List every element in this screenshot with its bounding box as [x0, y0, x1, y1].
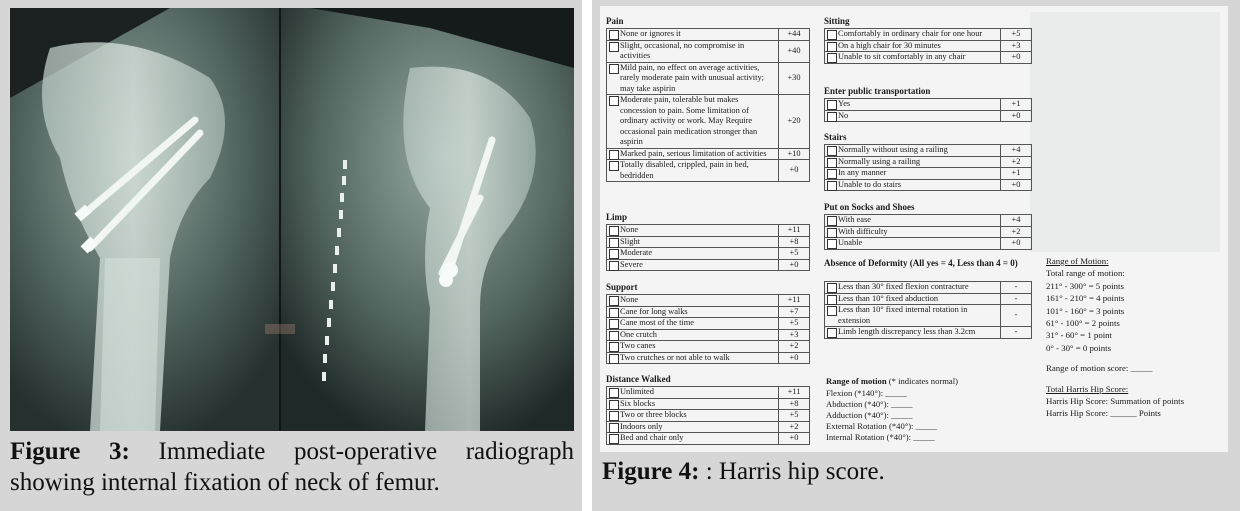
row-points: +2: [1001, 226, 1032, 238]
row-label[interactable]: On a high chair for 30 minutes: [825, 40, 1001, 52]
section-title: Limp: [606, 212, 628, 222]
table-row: [825, 179, 1032, 191]
row-label[interactable]: With ease: [825, 215, 1001, 227]
rom-line: Adduction (*40°): _____: [826, 410, 913, 420]
table-row: [825, 293, 1032, 305]
table-row: [825, 29, 1032, 41]
section-title: Sitting: [824, 16, 850, 26]
row-label[interactable]: Bed and chair only: [607, 433, 779, 445]
section-title: Stairs: [824, 132, 847, 142]
row-points: +0: [779, 352, 810, 364]
section-absence-of-deformity: [824, 258, 1032, 339]
row-label[interactable]: Limb length discrepancy less than 3.2cm: [825, 327, 1001, 339]
radiograph-image: [10, 8, 574, 431]
table-row: [607, 433, 810, 445]
row-points: +10: [779, 148, 810, 160]
table-row: [825, 145, 1032, 157]
row-label[interactable]: Unable to sit comfortably in any chair: [825, 52, 1001, 64]
table-row: [825, 168, 1032, 180]
row-points: +4: [1001, 145, 1032, 157]
blank-area: [1030, 12, 1220, 252]
rom-summary-title: Range of Motion:: [1046, 256, 1109, 266]
section-limp: [606, 212, 810, 271]
rom-note: (* indicates normal): [886, 376, 958, 386]
row-label[interactable]: Unable to do stairs: [825, 179, 1001, 191]
row-label[interactable]: Normally using a railing: [825, 156, 1001, 168]
table-row: [825, 156, 1032, 168]
row-points: +2: [1001, 156, 1032, 168]
row-points: -: [1001, 327, 1032, 339]
row-points: +8: [779, 236, 810, 248]
figure-4-number: Figure 4:: [602, 458, 700, 485]
total-score-line: Harris Hip Score: Summation of points: [1046, 395, 1185, 406]
row-label[interactable]: One crutch: [607, 329, 779, 341]
row-points: +0: [1001, 110, 1032, 122]
table-row: [607, 62, 810, 95]
row-points: +3: [1001, 40, 1032, 52]
row-label[interactable]: Less than 10° fixed abduction: [825, 293, 1001, 305]
row-points: +11: [779, 387, 810, 399]
table-row: [607, 306, 810, 318]
table-row: [607, 40, 810, 62]
section-sitting: [824, 16, 1032, 64]
section-support: [606, 282, 810, 364]
row-label[interactable]: With difficulty: [825, 226, 1001, 238]
rom-summary-line: 101° - 160° = 3 points: [1046, 305, 1125, 316]
row-points: +5: [779, 410, 810, 422]
row-points: +30: [779, 62, 810, 95]
rom-summary-line: 0° - 30° = 0 points: [1046, 342, 1112, 353]
figure-3-panel: [0, 0, 582, 511]
row-points: +7: [779, 306, 810, 318]
table-row: [607, 160, 810, 182]
row-label[interactable]: Cane for long walks: [607, 306, 779, 318]
figure-3-number: Figure 3:: [10, 438, 130, 465]
row-label[interactable]: Yes: [825, 99, 1001, 111]
row-label[interactable]: Comfortably in ordinary chair for one hour: [825, 29, 1001, 41]
row-points: +0: [779, 259, 810, 271]
row-label[interactable]: Unable: [825, 238, 1001, 250]
row-label[interactable]: Six blocks: [607, 398, 779, 410]
figure-4-panel: [592, 0, 1240, 511]
table-row: [825, 110, 1032, 122]
table-row: [607, 387, 810, 399]
table-row: [825, 327, 1032, 339]
rom-title: Range of motion: [826, 376, 887, 386]
row-points: +5: [779, 248, 810, 260]
row-label[interactable]: Slight: [607, 236, 779, 248]
table-row: [607, 29, 810, 41]
table-row: [825, 226, 1032, 238]
figure-4-caption: [602, 456, 1222, 487]
section-title: Put on Socks and Shoes: [824, 202, 915, 212]
row-points: +0: [779, 433, 810, 445]
total-score-line: Harris Hip Score: ______ Points: [1046, 408, 1161, 419]
row-points: +2: [779, 421, 810, 433]
rom-line: Flexion (*140°): _____: [826, 388, 907, 398]
row-points: +44: [779, 29, 810, 41]
row-label[interactable]: No: [825, 110, 1001, 122]
table-row: [607, 410, 810, 422]
table-row: [607, 225, 810, 237]
row-points: -: [1001, 293, 1032, 305]
row-label[interactable]: Totally disabled, crippled, pain in bed, bedridden: [607, 160, 779, 182]
section-public-transportation: [824, 86, 1032, 122]
row-points: +0: [1001, 179, 1032, 191]
row-label[interactable]: Cane most of the time: [607, 318, 779, 330]
table-row: [825, 238, 1032, 250]
rom-line: External Rotation (*40°): _____: [826, 421, 938, 431]
harris-hip-score-form: [600, 6, 1228, 452]
table-row: [607, 352, 810, 364]
row-points: +4: [1001, 215, 1032, 227]
row-label[interactable]: Marked pain, serious limitation of activities: [607, 148, 779, 160]
table-row: [607, 248, 810, 260]
section-pain: [606, 16, 810, 182]
section-stairs: [824, 132, 1032, 191]
row-points: +1: [1001, 99, 1032, 111]
row-points: +5: [1001, 29, 1032, 41]
figure-4-text: : Harris hip score.: [699, 458, 885, 485]
row-points: +40: [779, 40, 810, 62]
row-points: -: [1001, 305, 1032, 327]
row-points: +11: [779, 225, 810, 237]
row-label[interactable]: Severe: [607, 259, 779, 271]
row-points: +5: [779, 318, 810, 330]
row-points: +0: [779, 160, 810, 182]
section-distance-walked: [606, 374, 810, 445]
total-score-title: Total Harris Hip Score:: [1046, 383, 1129, 394]
section-title: Pain: [606, 16, 624, 26]
rom-summary-line: 61° - 100° = 2 points: [1046, 317, 1120, 328]
row-label[interactable]: Two crutches or not able to walk: [607, 352, 779, 364]
row-points: +2: [779, 341, 810, 353]
rom-summary-line: Total range of motion:: [1046, 268, 1125, 279]
scoring-summary: [1046, 256, 1226, 421]
section-title: Absence of Deformity (All yes = 4, Less than 4 = 0): [824, 258, 1018, 268]
row-points: +3: [779, 329, 810, 341]
row-points: +11: [779, 295, 810, 307]
row-points: +8: [779, 398, 810, 410]
table-row: [607, 95, 810, 149]
rom-score-line: Range of motion score: _____: [1046, 363, 1153, 374]
table-row: [607, 421, 810, 433]
row-label[interactable]: Two or three blocks: [607, 410, 779, 422]
row-label[interactable]: Unlimited: [607, 387, 779, 399]
table-row: [825, 282, 1032, 294]
row-points: +1: [1001, 168, 1032, 180]
radiograph-drawing: [10, 8, 574, 431]
rom-line: Abduction (*40°): _____: [826, 399, 913, 409]
row-label[interactable]: Indoors only: [607, 421, 779, 433]
row-points: +0: [1001, 238, 1032, 250]
section-range-of-motion: [826, 376, 1030, 443]
section-socks-and-shoes: [824, 202, 1032, 250]
row-label[interactable]: Less than 30° fixed flexion contracture: [825, 282, 1001, 294]
row-label[interactable]: Mild pain, no effect on average activities, rarely moderate pain with unusual activity; may take aspirin: [607, 62, 779, 95]
table-row: [607, 295, 810, 307]
section-title: Enter public transportation: [824, 86, 931, 96]
table-row: [825, 40, 1032, 52]
table-row: [825, 52, 1032, 64]
rom-summary-line: 161° - 210° = 4 points: [1046, 293, 1125, 304]
table-row: [825, 99, 1032, 111]
table-row: [607, 236, 810, 248]
table-row: [607, 341, 810, 353]
table-row: [607, 148, 810, 160]
row-label[interactable]: Two canes: [607, 341, 779, 353]
row-label[interactable]: Less than 10° fixed internal rotation in extension: [825, 305, 1001, 327]
row-points: +20: [779, 95, 810, 149]
row-label[interactable]: Slight, occasional, no compromise in activities: [607, 40, 779, 62]
table-row: [607, 329, 810, 341]
row-label[interactable]: None: [607, 225, 779, 237]
table-row: [607, 318, 810, 330]
row-label[interactable]: None or ignores it: [607, 29, 779, 41]
figure-3-text: Immediate post-operative radiograph showing internal fixation of neck of femur.: [10, 438, 574, 496]
row-label[interactable]: Moderate: [607, 248, 779, 260]
table-row: [607, 259, 810, 271]
figure-3-caption: [10, 436, 574, 498]
rom-summary-line: 211° - 300° = 5 points: [1046, 280, 1124, 291]
section-title: Distance Walked: [606, 374, 671, 384]
table-row: [607, 398, 810, 410]
table-row: [825, 305, 1032, 327]
rom-summary-line: 31° - 60° = 1 point: [1046, 330, 1112, 341]
row-label[interactable]: None: [607, 295, 779, 307]
table-row: [825, 215, 1032, 227]
row-points: +0: [1001, 52, 1032, 64]
rom-line: Internal Rotation (*40°): _____: [826, 432, 935, 442]
row-points: -: [1001, 282, 1032, 294]
row-label[interactable]: Normally without using a railing: [825, 145, 1001, 157]
row-label[interactable]: Moderate pain, tolerable but makes concession to pain. Some limitation of ordinary activity or work. May Require occasional pain medication stronger than aspirin: [607, 95, 779, 149]
section-title: Support: [606, 282, 638, 292]
row-label[interactable]: In any manner: [825, 168, 1001, 180]
